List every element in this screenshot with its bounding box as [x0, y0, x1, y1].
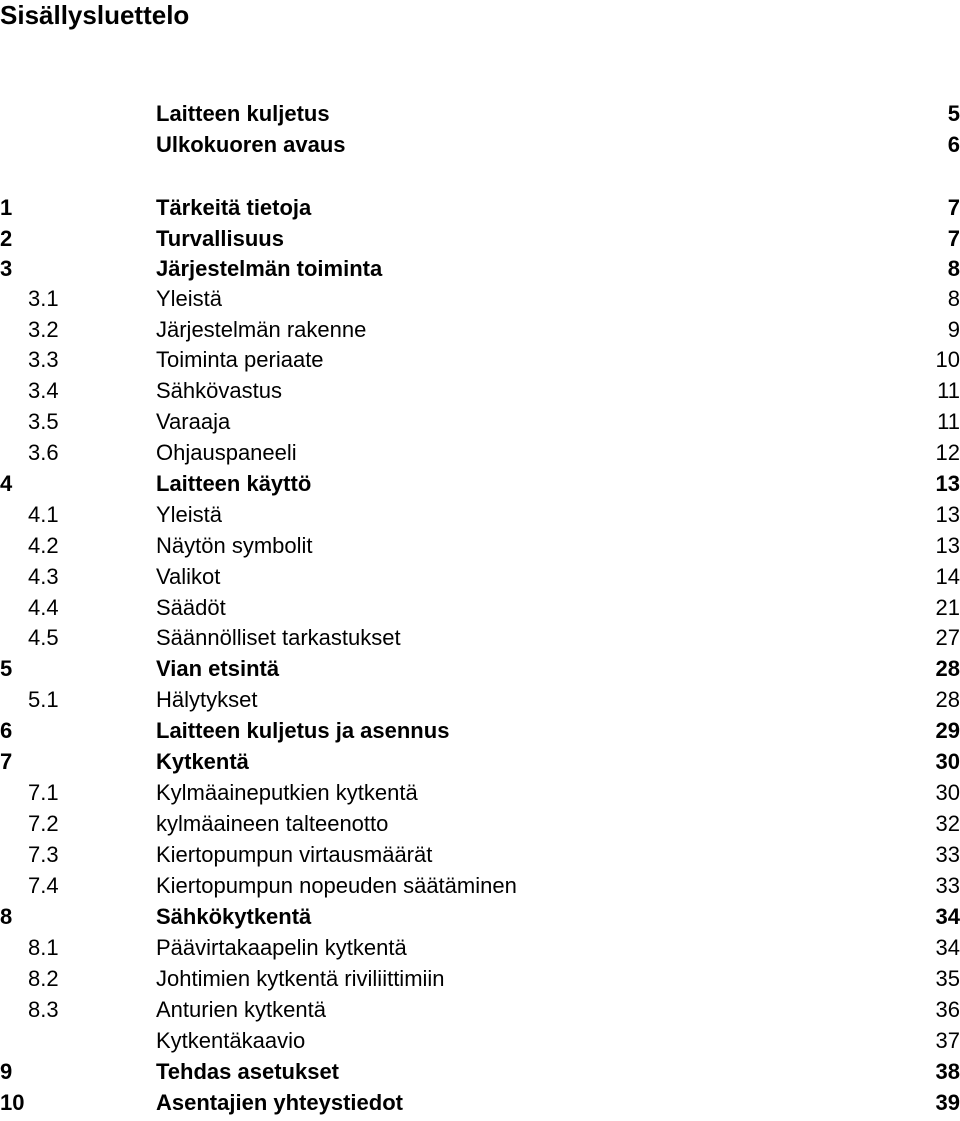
toc-entry-number: 10: [0, 1090, 25, 1115]
toc-entry-number: 6: [0, 718, 13, 743]
toc-entry-page-number: 29: [935, 718, 960, 743]
toc-entry[interactable]: [0, 840, 960, 870]
toc-entry-number: 1: [0, 195, 13, 220]
toc-entry-number: 4.5: [28, 625, 59, 650]
toc-entry-page-number: 11: [937, 409, 960, 434]
toc-entry-label: Asentajien yhteystiedot: [156, 1090, 403, 1115]
toc-entry-number: 7.4: [28, 873, 59, 898]
toc-entry[interactable]: [0, 685, 960, 715]
toc-entry[interactable]: [0, 284, 960, 314]
toc-entry[interactable]: [0, 345, 960, 375]
toc-entry-label: Turvallisuus: [156, 226, 284, 251]
page-title: Sisällysluettelo: [0, 0, 190, 30]
toc-entry[interactable]: [0, 1057, 960, 1087]
toc-entry[interactable]: [0, 995, 960, 1025]
toc-entry[interactable]: [0, 438, 960, 468]
toc-entry[interactable]: [0, 1088, 960, 1118]
toc-entry-page-number: 13: [935, 533, 960, 558]
toc-entry-number: 4.2: [28, 533, 59, 558]
toc-entry-page-number: 14: [935, 564, 960, 589]
toc-entry-label: Kytkentä: [156, 749, 249, 774]
toc-entry[interactable]: [0, 500, 960, 530]
toc-entry[interactable]: [0, 623, 960, 653]
toc-entry-number: 4: [0, 471, 13, 496]
toc-entry-label: Ohjauspaneeli: [156, 440, 297, 465]
toc-entry-label: Säädöt: [156, 595, 226, 620]
toc-entry-number: 3.5: [28, 409, 59, 434]
toc-entry-label: Ulkokuoren avaus: [156, 132, 346, 157]
toc-entry-label: Sähkövastus: [156, 378, 282, 403]
toc-entry-page-number: 13: [935, 471, 960, 496]
toc-entry[interactable]: [0, 469, 960, 499]
toc-entry-label: Vian etsintä: [156, 656, 280, 681]
toc-entry[interactable]: [0, 964, 960, 994]
toc-entry[interactable]: [0, 531, 960, 561]
toc-entry[interactable]: [0, 254, 960, 284]
toc-entry-page-number: 28: [935, 656, 960, 681]
toc-entry-label: Järjestelmän toiminta: [156, 256, 383, 281]
toc-entry[interactable]: [0, 376, 960, 406]
toc-entry-label: Päävirtakaapelin kytkentä: [156, 935, 407, 960]
toc-entry-label: Toiminta periaate: [156, 347, 324, 372]
toc-entry-number: 3.6: [28, 440, 59, 465]
toc-entry-page-number: 38: [935, 1059, 960, 1084]
toc-entry-page-number: 11: [937, 378, 960, 403]
toc-entry-number: 4.4: [28, 595, 59, 620]
toc-entry-page-number: 30: [935, 749, 960, 774]
toc-entry-page-number: 5: [947, 101, 960, 126]
toc-entry-page-number: 36: [935, 997, 960, 1022]
toc-entry-page-number: 12: [935, 440, 960, 465]
toc-entry-page-number: 8: [947, 256, 960, 281]
toc-entry-number: 5.1: [28, 687, 59, 712]
toc-entry-label: Valikot: [156, 564, 221, 589]
toc-entry-label: Kiertopumpun nopeuden säätäminen: [156, 873, 517, 898]
toc-entry[interactable]: [0, 933, 960, 963]
toc-entry-number: 8: [0, 904, 13, 929]
toc-entry-number: 3: [0, 256, 13, 281]
toc-entry-number: 8.3: [28, 997, 59, 1022]
toc-entry-page-number: 33: [935, 842, 960, 867]
toc-entry-label: Tehdas asetukset: [156, 1059, 340, 1084]
toc-entry[interactable]: [0, 654, 960, 684]
toc-entry-page-number: 28: [935, 687, 960, 712]
toc-entry-number: 4.3: [28, 564, 59, 589]
toc-entry[interactable]: [0, 562, 960, 592]
toc-entry[interactable]: [0, 747, 960, 777]
toc-entry-number: 7.3: [28, 842, 59, 867]
toc-entry[interactable]: [0, 193, 960, 223]
toc-entry-label: Laitteen kuljetus: [156, 101, 330, 126]
toc-entry-label: Järjestelmän rakenne: [156, 317, 367, 342]
toc-entry[interactable]: [0, 809, 960, 839]
toc-entry-page-number: 13: [935, 502, 960, 527]
toc-entry-label: Varaaja: [156, 409, 231, 434]
toc-entry-label: Laitteen kuljetus ja asennus: [156, 718, 450, 743]
toc-entry-label: Hälytykset: [156, 687, 258, 712]
toc-entry-number: 8.1: [28, 935, 59, 960]
toc-entry-page-number: 21: [935, 595, 960, 620]
toc-entry-page-number: 32: [935, 811, 960, 836]
toc-entry-number: 7.2: [28, 811, 59, 836]
toc-entry-label: Säännölliset tarkastukset: [156, 625, 401, 650]
toc-entry[interactable]: [0, 407, 960, 437]
toc-entry-number: 3.1: [28, 286, 59, 311]
toc-entry-page-number: 27: [935, 625, 960, 650]
toc-entry-number: 3.4: [28, 378, 59, 403]
toc-entry-label: Laitteen käyttö: [156, 471, 312, 496]
toc-entry-label: Yleistä: [156, 502, 223, 527]
toc-entry[interactable]: [0, 593, 960, 623]
toc-entry-page-number: 33: [935, 873, 960, 898]
toc-entry-page-number: 35: [935, 966, 960, 991]
toc-entry[interactable]: [0, 224, 960, 254]
toc-entry[interactable]: [0, 99, 960, 129]
toc-entry-label: Kiertopumpun virtausmäärät: [156, 842, 433, 867]
toc-entry-page-number: 39: [935, 1090, 960, 1115]
toc-entry-page-number: 6: [947, 132, 960, 157]
toc-entry-number: 5: [0, 656, 13, 681]
toc-entry-page-number: 37: [935, 1028, 960, 1053]
toc-entry-label: Näytön symbolit: [156, 533, 313, 558]
toc-entry-number: 4.1: [28, 502, 59, 527]
toc-entry-page-number: 34: [935, 904, 960, 929]
toc-entry-label: Tärkeitä tietoja: [156, 195, 312, 220]
toc-entry-number: 3.3: [28, 347, 59, 372]
toc-entry-label: Kytkentäkaavio: [156, 1028, 306, 1053]
toc-entry-number: 9: [0, 1059, 13, 1084]
toc-entry-label: Anturien kytkentä: [156, 997, 326, 1022]
toc-entry[interactable]: [0, 902, 960, 932]
toc-entry-page-number: 30: [935, 780, 960, 805]
toc-entry-label: Johtimien kytkentä riviliittimiin: [156, 966, 445, 991]
toc-entry[interactable]: [0, 130, 960, 160]
toc-entry-number: 8.2: [28, 966, 59, 991]
toc-entry-label: Sähkökytkentä: [156, 904, 312, 929]
toc-entry[interactable]: [0, 871, 960, 901]
toc-entry-label: Yleistä: [156, 286, 223, 311]
toc-entry-number: 7: [0, 749, 13, 774]
toc-entry-label: Kylmäaineputkien kytkentä: [156, 780, 418, 805]
toc-entry-page-number: 7: [947, 195, 960, 220]
toc-entry-page-number: 9: [947, 317, 960, 342]
toc-entry[interactable]: [0, 1026, 960, 1056]
toc-entry-page-number: 10: [935, 347, 960, 372]
toc-entry-page-number: 7: [947, 226, 960, 251]
toc-entry-number: 7.1: [28, 780, 59, 805]
toc-entry-page-number: 8: [947, 286, 960, 311]
toc-entry-number: 2: [0, 226, 13, 251]
toc-entry[interactable]: [0, 778, 960, 808]
toc-entry[interactable]: [0, 716, 960, 746]
toc-entry-page-number: 34: [935, 935, 960, 960]
toc-entry-number: 3.2: [28, 317, 59, 342]
toc-entry[interactable]: [0, 315, 960, 345]
toc-entry-label: kylmäaineen talteenotto: [156, 811, 389, 836]
